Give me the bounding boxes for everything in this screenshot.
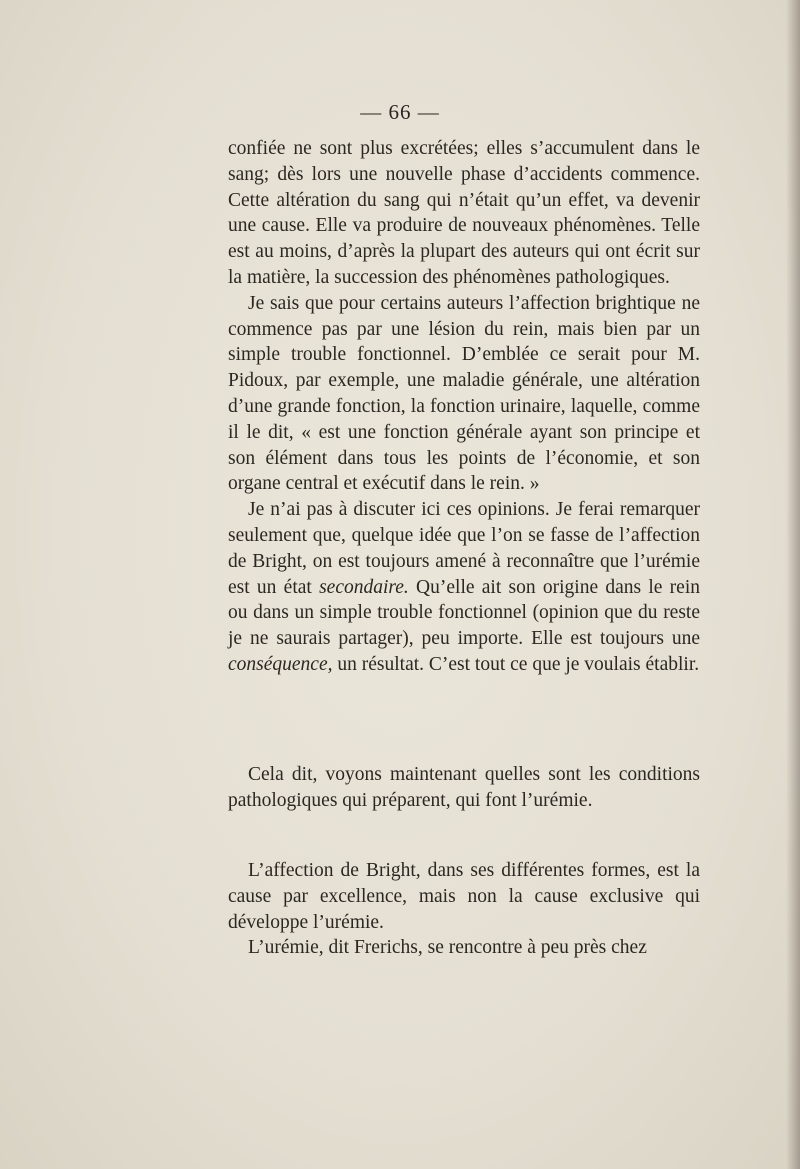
- paragraph-3-text-end: un résultat. C’est tout ce que je voulais établir.: [332, 653, 700, 675]
- text-block-bottom: [228, 858, 700, 961]
- paragraph-6: [228, 935, 700, 961]
- paragraph-3-text-start: Je n’ai pas à discuter ici ces opinions. Je ferai remarquer seulement que, quelque idée que l’on se fasse de l’affection de Bright, on est toujours amené à reconnaître que l’urémie est un état: [228, 499, 700, 598]
- paragraph-4: [228, 762, 700, 814]
- paragraph-2-text: Je sais que pour certains auteurs l’affection brightique ne commence pas par une lésion du rein, mais bien par un simple trouble fonctionnel. D’emblée ce serait pour M. Pidoux, par exemple, une maladie générale, une altération d’une grande fonction, la fonction urinaire, laquelle, comme il le dit, « est une fonction générale ayant son principe et son élément dans tous les points de l’économie, et son organe central et exécutif dans le rein. »: [228, 292, 700, 495]
- paragraph-3: [228, 497, 700, 678]
- paragraph-6-text: L’urémie, dit Frerichs, se rencontre à peu près chez: [248, 937, 647, 959]
- paragraph-3-text-middle: Qu’elle ait son origine dans le rein ou dans un simple trouble fonctionnel (opinion que du reste je ne saurais partager), peu importe. Elle est toujours une: [228, 576, 700, 650]
- paragraph-3-emphasis-secondaire: secondaire.: [319, 576, 409, 598]
- text-block-top: [228, 136, 700, 678]
- paragraph-5: [228, 858, 700, 935]
- paragraph-2: [228, 291, 700, 497]
- paragraph-3-emphasis-consequence: conséquence,: [228, 653, 333, 675]
- page-edge-shadow: [786, 0, 800, 1169]
- paragraph-5-text: L’affection de Bright, dans ses différentes formes, est la cause par excellence, mais non la cause exclusive qui développe l’urémie.: [228, 860, 700, 933]
- paragraph-1: [228, 136, 700, 291]
- text-block-middle: [228, 762, 700, 814]
- paragraph-4-text: Cela dit, voyons maintenant quelles sont les conditions pathologiques qui préparent, qui font l’urémie.: [228, 764, 700, 811]
- paragraph-1-text: confiée ne sont plus excrétées; elles s’accumulent dans le sang; dès lors une nouvelle phase d’accidents commence. Cette altération du sang qui n’était qu’un effet, va devenir une cause. Elle va produire de nouveaux phénomènes. Telle est au moins, d’après la plupart des auteurs qui ont écrit sur la matière, la succession des phénomènes pathologiques.: [228, 138, 700, 288]
- page-number: — 66 —: [360, 100, 440, 124]
